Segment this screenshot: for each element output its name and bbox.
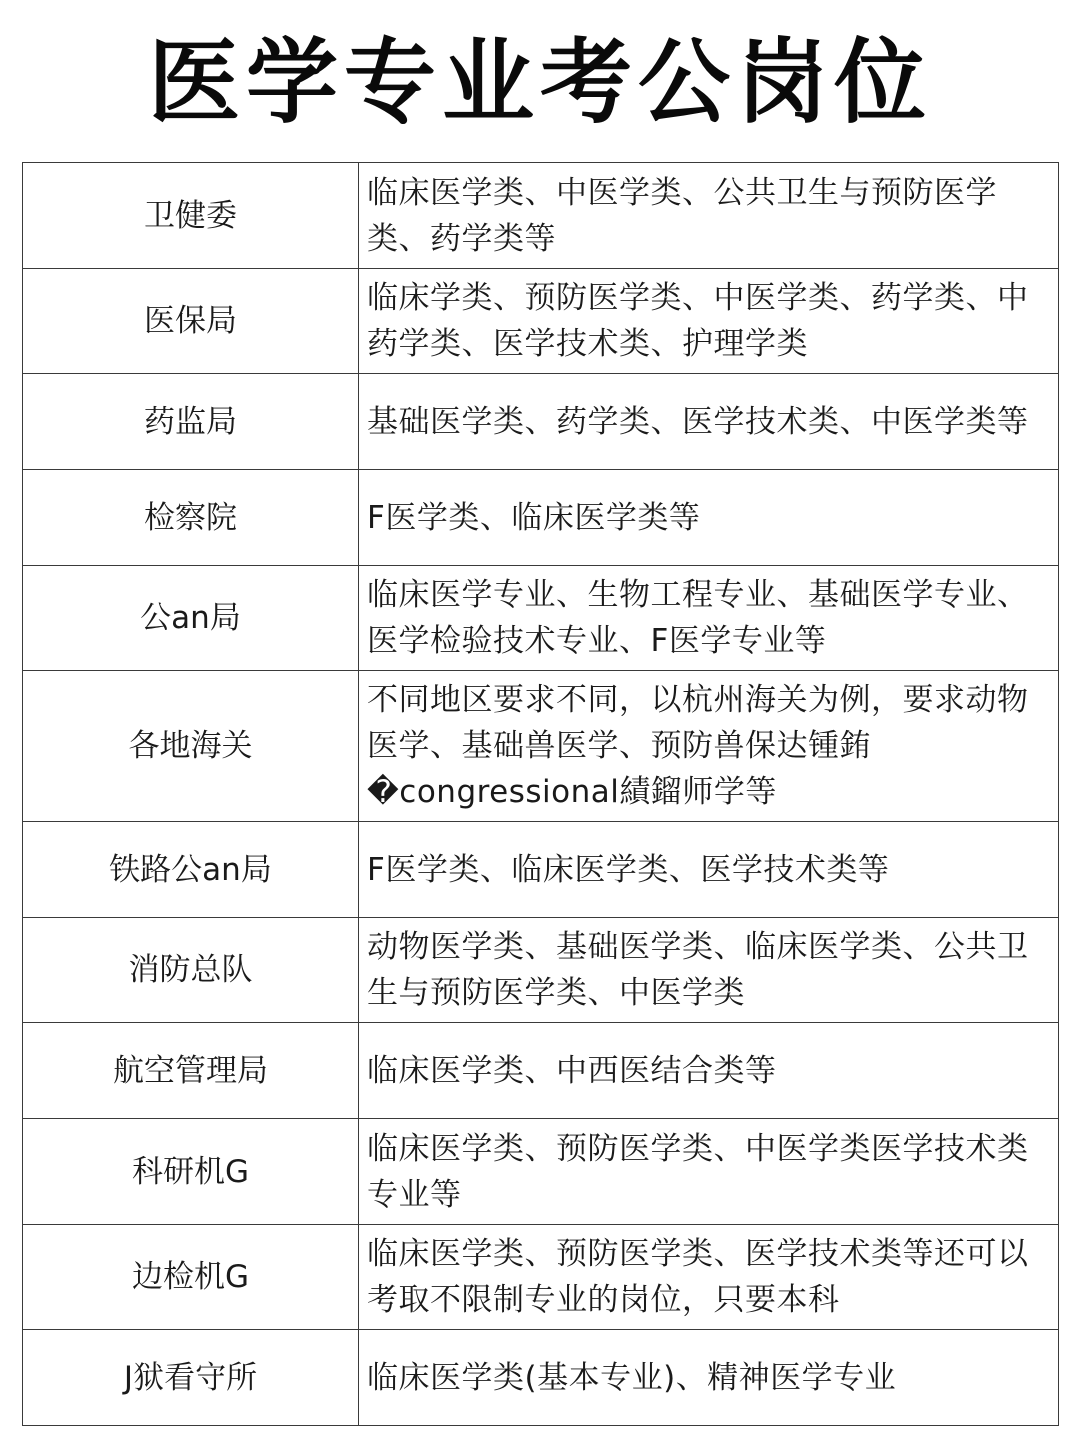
table-row: [23, 374, 1059, 470]
major-requirements: 动物医学类、基础医学类、临床医学类、公共卫生与预防医学类、中医学类: [359, 918, 1059, 1023]
department-name: 科研机G: [23, 1119, 359, 1225]
table-row: [23, 566, 1059, 671]
table-row: [23, 822, 1059, 918]
department-name: 边检机G: [23, 1225, 359, 1330]
department-name: 各地海关: [23, 671, 359, 822]
table-row: [23, 1119, 1059, 1225]
department-name: 公an局: [23, 566, 359, 671]
major-requirements: 临床医学类、预防医学类、中医学类医学技术类专业等: [359, 1119, 1059, 1225]
department-name: 医保局: [23, 269, 359, 374]
department-name: 航空管理局: [23, 1023, 359, 1119]
table-row: [23, 163, 1059, 269]
major-requirements: F医学类、临床医学类等: [359, 470, 1059, 566]
major-requirements: 不同地区要求不同，以杭州海关为例，要求动物医学、基础兽医学、预防兽保达锺銪�congressional績鎦师学等: [359, 671, 1059, 822]
table-row: [23, 1330, 1059, 1426]
table-row: [23, 269, 1059, 374]
major-requirements: F医学类、临床医学类、医学技术类等: [359, 822, 1059, 918]
table-row: [23, 1023, 1059, 1119]
major-requirements: 临床医学类(基本专业)、精神医学专业: [359, 1330, 1059, 1426]
department-name: 检察院: [23, 470, 359, 566]
table-row: [23, 671, 1059, 822]
major-requirements: 临床医学类、中西医结合类等: [359, 1023, 1059, 1119]
major-requirements: 基础医学类、药学类、医学技术类、中医学类等: [359, 374, 1059, 470]
page-title: 医学专业考公岗位: [147, 29, 932, 136]
major-requirements: 临床医学类、中医学类、公共卫生与预防医学类、药学类等: [359, 163, 1059, 269]
major-requirements: 临床学类、预防医学类、中医学类、药学类、中药学类、医学技术类、护理学类: [359, 269, 1059, 374]
department-name: 铁路公an局: [23, 822, 359, 918]
department-name: 药监局: [23, 374, 359, 470]
department-name: J狱看守所: [23, 1330, 359, 1426]
department-name: 卫健委: [23, 163, 359, 269]
table-row: [23, 1225, 1059, 1330]
major-requirements: 临床医学专业、生物工程专业、基础医学专业、医学检验技术专业、F医学专业等: [359, 566, 1059, 671]
department-name: 消防总队: [23, 918, 359, 1023]
table-row: [23, 470, 1059, 566]
major-requirements: 临床医学类、预防医学类、医学技术类等还可以考取不限制专业的岗位，只要本科: [359, 1225, 1059, 1330]
positions-table: [22, 162, 1059, 1426]
table-row: [23, 918, 1059, 1023]
